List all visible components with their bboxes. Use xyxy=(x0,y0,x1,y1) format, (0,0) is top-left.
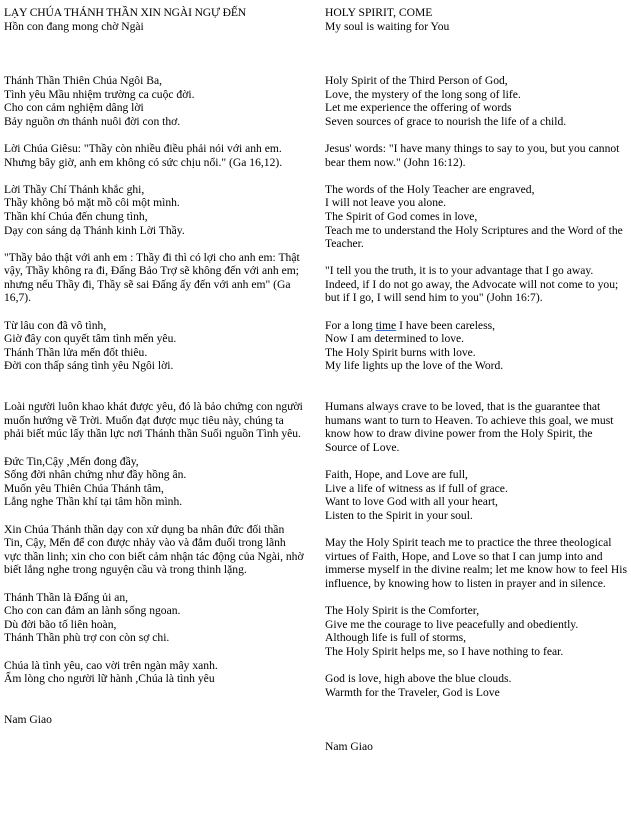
vi-verse-line: Lời Thầy Chí Thánh khắc ghi, xyxy=(4,182,145,196)
en-stanza-9 xyxy=(325,604,627,658)
vi-verse-line: Dạy con sáng dạ Thánh kinh Lời Thầy. xyxy=(4,223,185,237)
vi-verse-line: Bảy nguồn ơn thánh nuôi đời con thơ. xyxy=(4,114,181,128)
en-stanza-7 xyxy=(325,468,627,522)
en-verse-line: Teach me to understand the Holy Scriptures and the Word of the Teacher. xyxy=(325,223,623,251)
vi-stanza-7 xyxy=(4,455,304,509)
en-verse-line: The Holy Spirit is the Comforter, xyxy=(325,604,480,618)
vi-scripture-quote: "Thầy bảo thật với anh em : Thầy đi thì có lợi cho anh em: Thật vậy, Thầy không ra đi, Đấng Bảo Trợ sẽ không đến với anh em; nhưng nếu Thầy đi, Thầy sẽ sai Đấng ấy đến với anh em" (Ga 16,7). xyxy=(4,250,300,305)
vi-stanza-6 xyxy=(4,400,304,441)
vi-stanza-1 xyxy=(4,74,304,128)
en-title: HOLY SPIRIT, COME xyxy=(325,6,433,19)
english-column xyxy=(325,6,627,754)
en-stanza-2 xyxy=(325,142,627,169)
en-verse-line: Faith, Hope, and Love are full, xyxy=(325,468,468,482)
en-stanza-3 xyxy=(325,183,627,251)
vi-verse-line: Thầy không bỏ mặt mồ côi một mình. xyxy=(4,196,180,210)
en-subtitle: My soul is waiting for You xyxy=(325,19,450,33)
en-verse-line: I will not leave you alone. xyxy=(325,196,447,210)
en-stanza-6 xyxy=(325,400,627,454)
vi-stanza-5 xyxy=(4,319,304,373)
vi-stanza-9 xyxy=(4,591,304,645)
vi-verse-line: Chúa là tình yêu, cao vời trên ngàn mây xanh. xyxy=(4,658,218,672)
en-verse-text: For a long xyxy=(325,318,376,332)
vi-stanza-4 xyxy=(4,251,304,305)
en-verse-line: Although life is full of storms, xyxy=(325,631,467,645)
vi-verse-line: Thần khí Chúa đến chung tình, xyxy=(4,209,148,223)
en-scripture-quote: Jesus' words: "I have many things to say to you, but you cannot bear them now." (John 16:12). xyxy=(325,141,620,169)
vi-verse-line: Cho con can đảm an lành sống ngoan. xyxy=(4,604,181,618)
en-verse-line: Holy Spirit of the Third Person of God, xyxy=(325,73,508,87)
en-stanza-10 xyxy=(325,672,627,699)
en-verse-line: Give me the courage to live peacefully and obediently. xyxy=(325,617,579,631)
en-verse-line-first xyxy=(325,319,627,333)
vi-stanza-3 xyxy=(4,183,304,237)
vi-prayer: Xin Chúa Thánh thần dạy con xử dụng ba nhân đức đối thần Tin, Cậy, Mến để con được nhảy vào và đắm đuối trong lãnh vực thần linh; xin cho con biết cảm nhận tác động của Ngài, nhờ biết lắng nghe trong nguyện cầu và trong thinh lặng. xyxy=(4,522,304,577)
en-reflection: Humans always crave to be loved, that is the guarantee that humans want to turn to Heaven. To achieve this goal, we must know how to draw divine power from the Holy Spirit, the Source of Love. xyxy=(325,400,614,455)
en-stanza-5 xyxy=(325,319,627,373)
vi-reflection: Loài người luôn khao khát được yêu, đó là bảo chứng con người muốn hướng về Trời. Muốn đạt được mục tiêu này, chúng ta phải biết múc lấy thần lực nơi Thánh thần Suối nguồn Tình yêu. xyxy=(4,400,303,441)
vi-verse-line: Tình yêu Mầu nhiệm trường ca cuộc đời. xyxy=(4,87,195,101)
vi-verse-line: Đức Tin,Cậy ,Mến đong đầy, xyxy=(4,454,139,468)
vi-verse-line: Lắng nghe Thần khí tại tâm hồn mình. xyxy=(4,495,183,509)
en-verse-line: The words of the Holy Teacher are engraved, xyxy=(325,182,535,196)
en-stanza-4 xyxy=(325,264,627,305)
vi-verse-line: Thánh Thần phù trợ con còn sợ chi. xyxy=(4,631,170,645)
en-verse-line: God is love, high above the blue clouds. xyxy=(325,672,512,686)
vi-verse-line: Thánh Thần là Đấng ủi an, xyxy=(4,590,129,604)
en-stanza-8 xyxy=(325,536,627,590)
en-verse-line: Listen to the Spirit in your soul. xyxy=(325,508,473,522)
vi-scripture-quote: Lời Chúa Giêsu: "Thầy còn nhiều điều phải nói với anh em. Nhưng bây giờ, anh em không có sức chịu nổi." (Ga 16,12). xyxy=(4,141,283,169)
en-verse-line: The Holy Spirit helps me, so I have nothing to fear. xyxy=(325,644,564,658)
vi-verse-line: Ấm lòng cho người lữ hành ,Chúa là tình yêu xyxy=(4,672,215,686)
vi-author: Nam Giao xyxy=(4,712,52,726)
en-verse-line: Now I am determined to love. xyxy=(325,332,465,346)
spellcheck-underline: time xyxy=(375,318,397,332)
vi-title: LẠY CHÚA THÁNH THẦN XIN NGÀI NGỰ ĐẾN xyxy=(4,6,247,19)
vi-verse-line: Giờ đây con quyết tâm tình mến yêu. xyxy=(4,332,177,346)
en-verse-line: Want to love God with all your heart, xyxy=(325,495,498,509)
vietnamese-column xyxy=(4,6,304,726)
vi-verse-line: Sống đời nhân chứng như đầy hồng ân. xyxy=(4,468,187,482)
vi-verse-line: Muốn yêu Thiên Chúa Thánh tâm, xyxy=(4,481,164,495)
vi-verse-line: Đời con thấp sáng tình yêu Ngôi lời. xyxy=(4,359,174,373)
en-verse-line: Let me experience the offering of words xyxy=(325,101,512,115)
en-verse-line: The Holy Spirit burns with love. xyxy=(325,345,476,359)
vi-verse-line: Cho con cảm nghiệm dâng lời xyxy=(4,101,144,115)
en-verse-line: My life lights up the love of the Word. xyxy=(325,359,504,373)
vi-stanza-10 xyxy=(4,659,304,686)
vi-stanza-2 xyxy=(4,142,304,169)
vi-subtitle: Hồn con đang mong chờ Ngài xyxy=(4,19,144,33)
vi-verse-line: Thánh Thần lửa mến đốt thiêu. xyxy=(4,345,148,359)
en-author: Nam Giao xyxy=(325,740,373,754)
en-verse-line: The Spirit of God comes in love, xyxy=(325,209,478,223)
en-scripture-quote: "I tell you the truth, it is to your advantage that I go away. Indeed, if I do not go away, the Advocate will not come to you; but if I go, I will send him to you" (John 16:7). xyxy=(325,264,619,305)
vi-stanza-8 xyxy=(4,523,304,577)
en-stanza-1 xyxy=(325,74,627,128)
en-verse-line: Love, the mystery of the long song of life. xyxy=(325,87,521,101)
vi-verse-line: Dù đời bão tố liên hoàn, xyxy=(4,617,117,631)
en-verse-text: I have been careless, xyxy=(396,318,495,332)
vi-verse-line: Thánh Thần Thiên Chúa Ngôi Ba, xyxy=(4,73,162,87)
vi-verse-line: Từ lâu con đã vô tình, xyxy=(4,318,107,332)
en-verse-line: Seven sources of grace to nourish the life of a child. xyxy=(325,114,567,128)
en-prayer: May the Holy Spirit teach me to practice the three theological virtues of Faith, Hope, and Love so that I can jump into and immerse myself in the divine realm; let me know how to feel His influence, by knowing how to listen in prayer and in silence. xyxy=(325,536,628,590)
en-verse-line: Warmth for the Traveler, God is Love xyxy=(325,685,500,699)
en-verse-line: Live a life of witness as if full of grace. xyxy=(325,481,508,495)
